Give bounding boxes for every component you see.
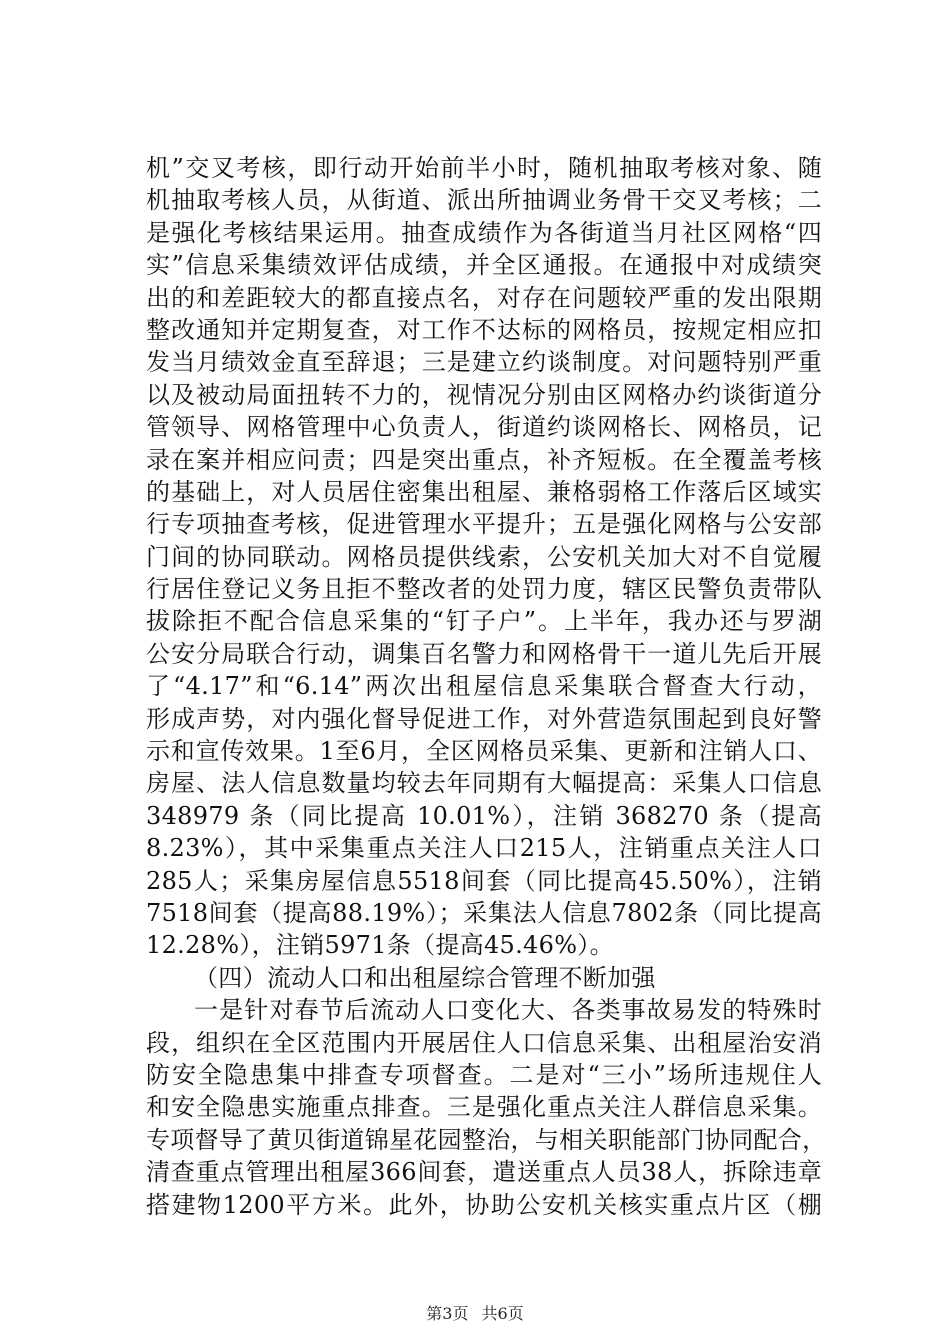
section-heading: （四）流动人口和出租屋综合管理不断加强 xyxy=(194,963,656,992)
text-line: 348979 条（同比提高 10.01%），注销 368270 条（提高 xyxy=(146,801,822,830)
page-total: 共6页 xyxy=(481,1304,524,1323)
text-line: 一是针对春节后流动人口变化大、各类事故易发的特殊时 xyxy=(194,996,822,1025)
text-line: 是强化考核结果运用。抽查成绩作为各街道当月社区网格“四 xyxy=(146,218,822,247)
text-line: 段，组织在全区范围内开展居住人口信息采集、出租屋治安消 xyxy=(146,1028,822,1057)
page-footer xyxy=(0,1301,950,1324)
text-line: 8.23%），其中采集重点关注人口215人，注销重点关注人口 xyxy=(146,834,822,863)
text-line: 机抽取考核人员，从街道、派出所抽调业务骨干交叉考核；二 xyxy=(146,186,822,215)
text-line: 专项督导了黄贝街道锦星花园整治，与相关职能部门协同配合， xyxy=(146,1125,827,1154)
text-line: 行居住登记义务且拒不整改者的处罚力度，辖区民警负责带队 xyxy=(146,575,822,604)
document-body xyxy=(146,152,827,1221)
text-line: 行专项抽查考核，促进管理水平提升；五是强化网格与公安部 xyxy=(146,510,822,539)
text-line: 公安分局联合行动，调集百名警力和网格骨干一道儿先后开展 xyxy=(146,639,822,668)
text-line: 285人；采集房屋信息5518间套（同比提高45.50%），注销 xyxy=(146,866,822,895)
text-line: 搭建物1200平方米。此外，协助公安机关核实重点片区（棚 xyxy=(146,1190,822,1219)
text-line: 门间的协同联动。网格员提供线索，公安机关加大对不自觉履 xyxy=(146,542,822,571)
text-line: 示和宣传效果。1至6月，全区网格员采集、更新和注销人口、 xyxy=(146,737,822,766)
text-line: 拔除拒不配合信息采集的“钉子户”。上半年，我办还与罗湖 xyxy=(146,607,822,636)
text-line: 录在案并相应问责；四是突出重点，补齐短板。在全覆盖考核 xyxy=(146,445,822,474)
text-line: 出的和差距较大的都直接点名，对存在问题较严重的发出限期 xyxy=(146,283,822,312)
text-line: 房屋、法人信息数量均较去年同期有大幅提高：采集人口信息 xyxy=(146,769,822,798)
text-line: 清查重点管理出租屋366间套，遣送重点人员38人，拆除违章 xyxy=(146,1158,822,1187)
page-number: 第3页 xyxy=(426,1304,469,1323)
text-line: 机”交叉考核，即行动开始前半小时，随机抽取考核对象、随 xyxy=(146,154,822,182)
paragraph-2 xyxy=(146,994,827,1221)
text-line: 实”信息采集绩效评估成绩，并全区通报。在通报中对成绩突 xyxy=(146,251,822,280)
text-line: 和安全隐患实施重点排查。三是强化重点关注人群信息采集。 xyxy=(146,1093,822,1122)
text-line: 防安全隐患集中排查专项督查。二是对“三小”场所违规住人 xyxy=(146,1060,822,1089)
text-line: 发当月绩效金直至辞退；三是建立约谈制度。对问题特别严重 xyxy=(146,348,822,377)
text-line: 12.28%），注销5971条（提高45.46%）。 xyxy=(146,931,614,960)
text-line: 管领导、网格管理中心负责人，街道约谈网格长、网格员，记 xyxy=(146,413,822,442)
text-line: 整改通知并定期复查，对工作不达标的网格员，按规定相应扣 xyxy=(146,315,822,344)
text-line: 以及被动局面扭转不力的，视情况分别由区网格办约谈街道分 xyxy=(146,380,822,409)
paragraph-1 xyxy=(146,152,822,962)
text-line: 形成声势，对内强化督导促进工作，对外营造氛围起到良好警 xyxy=(146,704,822,733)
text-line: 7518间套（提高88.19%）；采集法人信息7802条（同比提高 xyxy=(146,898,822,927)
text-line: 的基础上，对人员居住密集出租屋、兼格弱格工作落后区域实 xyxy=(146,477,822,506)
text-line: 了“4.17”和“6.14”两次出租屋信息采集联合督查大行动， xyxy=(146,672,822,701)
